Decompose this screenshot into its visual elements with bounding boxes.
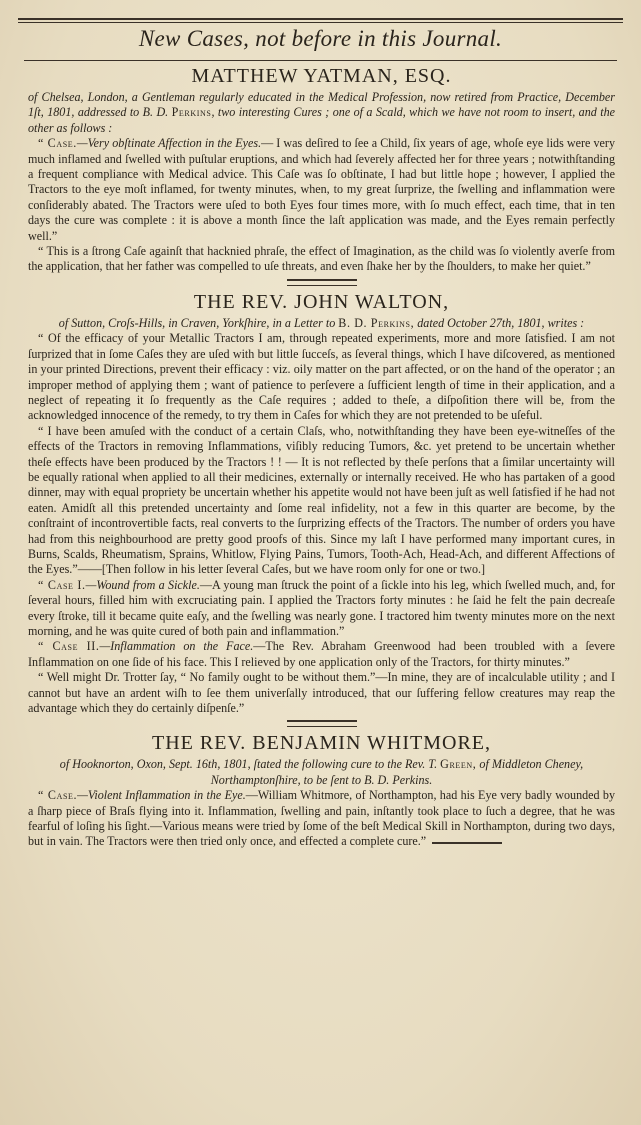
section-subhead xyxy=(28,90,615,136)
section-walton xyxy=(28,290,615,717)
subhead-text: of Middleton Cheney, Northamptonſhire, to be ſent to B. D. Perkins. xyxy=(210,757,584,787)
case-text: —The Rev. Abraham Greenwood had been troubled with a ſevere Inflammation on one ſide of his face. This I relieved by one application only of the Tractors, for thirty minutes.” xyxy=(28,639,615,669)
case-text: —A young man ſtruck the point of a ſickle into his leg, which ſwelled much, and, for ſeveral hours, filled him with excruciating pain. I applied the Tractors forty minutes : he ſaid he felt the pain decreaſe every ſtroke, till it became quite eaſy, and the ſwelling was nearly gone. I tractored him twenty minutes more on the next morning, and he was quite cured of both pain and inflammation.” xyxy=(28,577,615,638)
top-rule-thin xyxy=(18,22,623,23)
section-divider xyxy=(287,279,357,286)
case-lead: “ Case. xyxy=(38,788,78,803)
section-title: THE REV. BENJAMIN WHITMORE, xyxy=(151,732,492,755)
subhead-name: B. D. Perkins, xyxy=(338,315,415,330)
page-header-title: New Cases, not before in this Journal. xyxy=(138,26,503,51)
case-paragraph xyxy=(28,788,615,850)
paragraph: “ Well might Dr. Trotter ſay, “ No family ought to be without them.”—In mine, they are of incalculable utility ; and I cannot but have an ardent wiſh to ſee them univerſally introduced, that our ſuffering fellow creatures may reap the advantage which they do certainly diſpenſe.” xyxy=(28,670,615,716)
section-title: MATTHEW YATMAN, ESQ. xyxy=(191,65,452,87)
case-lead: “ Case II. xyxy=(38,639,100,654)
section-whitmore xyxy=(28,731,615,849)
case-paragraph xyxy=(28,639,615,670)
end-rule xyxy=(432,842,502,844)
section-subhead xyxy=(28,316,615,331)
case-heading: —Wound from a Sickle. xyxy=(85,577,200,592)
case-lead: “ Case I. xyxy=(38,577,86,592)
header-rule xyxy=(24,60,617,61)
subhead-name: Green, xyxy=(440,757,477,772)
case-heading: —Inflammation on the Face. xyxy=(99,639,254,654)
paragraph: “ This is a ſtrong Caſe againſt that hacknied phraſe, the effect of Imagination, as the child was ſo violently averſe from the application, that her father was compelled to uſe threats, and even ſhake her by the ſhoulders, to make her quiet.” xyxy=(28,244,615,274)
section-divider xyxy=(287,720,357,727)
subhead-text: of Sutton, Croſs-Hills, in Craven, Yorkſhire, in a Letter to xyxy=(58,315,339,330)
section-yatman xyxy=(28,64,615,275)
top-rule xyxy=(18,18,623,20)
case-lead: “ Case. xyxy=(38,136,77,151)
section-subhead xyxy=(28,757,615,788)
subhead-text: , two interesting Cures ; one of a Scald, which we have not room to insert, and the other as follows : xyxy=(28,105,615,135)
section-title: THE REV. JOHN WALTON, xyxy=(193,290,450,313)
subhead-text: dated October 27th, 1801, writes : xyxy=(414,315,585,330)
case-heading: —Very obſtinate Affection in the Eyes. xyxy=(76,136,262,151)
subhead-text: of Hooknorton, Oxon, Sept. 16th, 1801, ſtated the following cure to the Rev. T. xyxy=(59,757,441,772)
paragraph: “ I have been amuſed with the conduct of a certain Claſs, who, notwithſtanding they have been eye-witneſſes of the effects of the Tractors in removing Inflammations, viſibly reducing Tumors, &c. yet pretend to be uncertain whether theſe effects have been produced by the Tractors ! ! — It is not reflected by theſe perſons that a ſimilar uncertainty will be equally rational when applied to all their medicines, externally or internally received. He who has partaken of a good dinner, may with equal propriety be uncertain whether his appetite would not have been juſt as well ſatisfied if he had not eaten. Amidſt all this pretended uncertainty and ſome real infidelity, not a few in this quarter are become, by the conſtraint of incontrovertible facts, real converts to the ſurprizing effects of the Tractors. The number of orders you have had from this neighbourhood are pretty good proofs of this. Since my laſt I have performed many important cures, in Burns, Scalds, Rheumatism, Sprains, Whitlow, Flying Pains, Tumors, Tooth-Ach, Head-Ach, and different Affections of the Eyes.”——[Then follow in his letter ſeveral Caſes, but we have room only for one or two.] xyxy=(28,423,615,577)
case-heading: —Violent Inflammation in the Eye. xyxy=(77,788,246,803)
case-paragraph xyxy=(28,136,615,244)
case-paragraph xyxy=(28,578,615,640)
paragraph: “ Of the efficacy of your Metallic Tractors I am, through repeated experiments, more and more ſatisfied. I am not ſurprized that in ſome Caſes they are uſed with but little ſucceſs, as ſeveral things, which I have diſcovered, as mentioned in your printed Directions, prevent their efficacy : viz. oily matter on the part affected, or on the hand of the operator ; an improper method of applying them ; want of patience to perſevere a ſufficient length of time in their application, and a neglect of repeating it ſo frequently as the Caſe requires ; added to theſe, a diſpoſition there will be, from the acknowledged innocence of the remedy, to try them in Caſes for which they are not pretended to be uſeful. xyxy=(28,331,615,423)
case-text: — I was deſired to ſee a Child, ſix years of age, whoſe eye lids were very much inflamed and ſwelled with puſtular eruptions, and which had ſeverely affected her for three years ; notwithſtanding a frequent compliance with Medical advice. This Caſe was ſo obſtinate, I had but little hope ; however, I applied the Tractors to the eye moſt inflamed, for twenty minutes, when, to my great ſurprize, the ſwelling and inflammation were conſiderably abated. The Tractors were uſed to both Eyes four times more, with ſo much effect, each time, that in ten days the cure was complete : it is above a month ſince the laſt application was made, and the Eyes remain perfectly well.” xyxy=(28,136,615,243)
subhead-text: of Chelsea, London, a Gentleman regularly educated in the Medical Profession, now retired from Practice, December 1ſt, 1801, addressed to B. D. xyxy=(28,90,615,120)
case-text: —William Whitmore, of Northampton, had his Eye very badly wounded by a ſharp piece of Braſs flying into it. Inflammation, ſwelling and pain, inſtantly took place to ſuch a degree, that he was fearful of loſing his ſight.—Various means were tried by ſome of the beſt Medical Skill in Northampton, during two days, but in vain. The Tractors were then tried only once, and effected a complete cure.” xyxy=(28,788,616,849)
subhead-name: Perkins xyxy=(171,105,212,120)
article-body xyxy=(28,62,615,850)
